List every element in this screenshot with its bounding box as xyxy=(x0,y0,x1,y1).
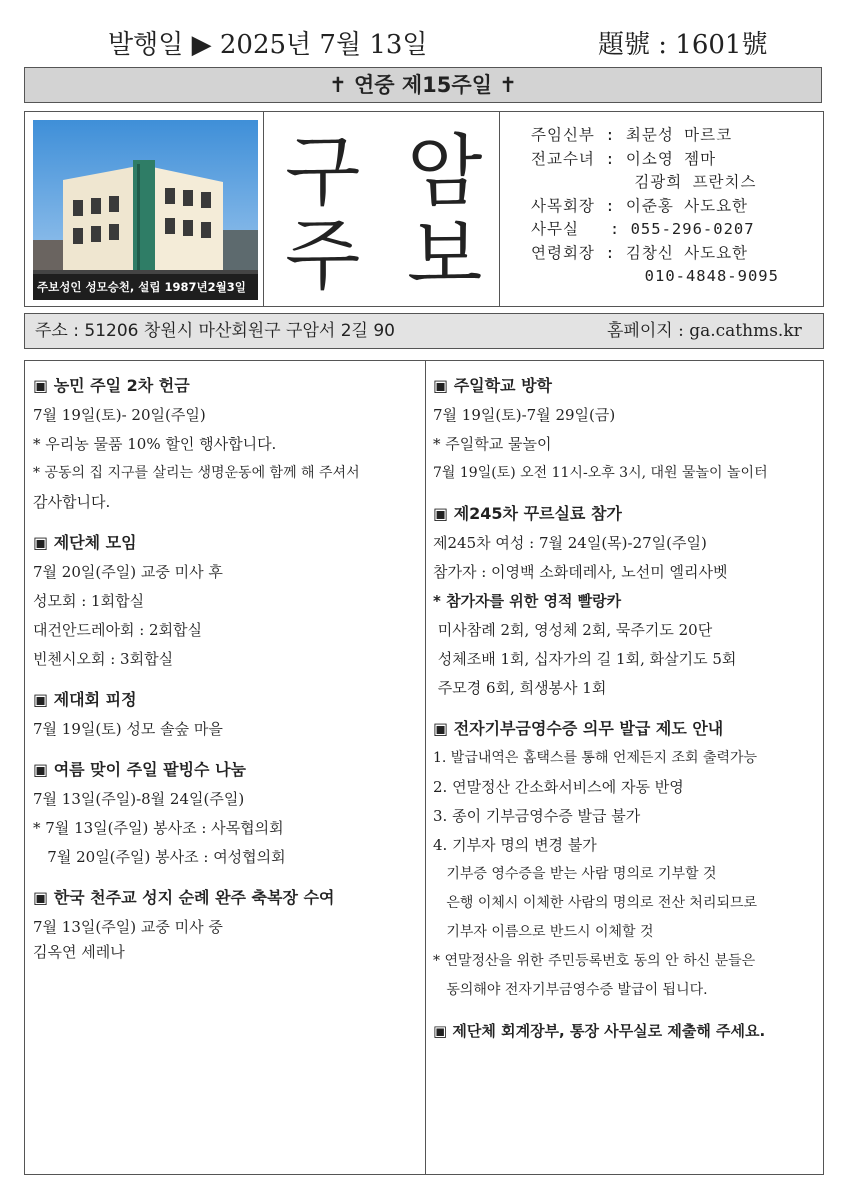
section-title: ▣ 농민 주일 2차 헌금 xyxy=(33,376,190,395)
line: 성모회 : 1회합실 xyxy=(33,592,145,610)
address: 주소 : 51206 창원시 마산회원구 구암서 2길 90 xyxy=(35,321,395,341)
section-title: ▣ 주일학교 방학 xyxy=(433,376,552,395)
line: 기부증 영수증을 받는 사람 명의로 기부할 것 xyxy=(433,866,717,882)
staff-line: 사목회장 : 이준홍 사도요한 xyxy=(531,196,749,215)
issue-number: 題號 : 1601號 xyxy=(598,30,768,60)
line: 대건안드레아회 : 2회합실 xyxy=(33,621,203,639)
title-char-3: 주 xyxy=(285,211,361,301)
line: * 참가자를 위한 영적 빨랑카 xyxy=(433,592,622,610)
line: 미사참례 2회, 영성체 2회, 묵주기도 20단 xyxy=(433,621,713,639)
homepage: 홈페이지 : ga.cathms.kr xyxy=(607,321,802,341)
line: 4. 기부자 명의 변경 불가 xyxy=(433,836,597,854)
title-char-2: 암 xyxy=(407,127,483,217)
line: 7월 19일(토) 성모 솔숲 마을 xyxy=(33,720,223,738)
line: 기부자 이름으로 반드시 이체할 것 xyxy=(433,924,654,940)
staff-line: 김광희 프란치스 xyxy=(531,173,757,191)
bulletin-header xyxy=(24,111,824,307)
line: 7월 19일(토) 오전 11시-오후 3시, 대원 물놀이 놀이터 xyxy=(433,465,768,481)
staff-line: 주임신부 : 최문성 마르코 xyxy=(531,126,733,144)
section-title: ▣ 한국 천주교 성지 순례 완주 축복장 수여 xyxy=(33,888,335,907)
line: * 연말정산을 위한 주민등록번호 동의 안 하신 분들은 xyxy=(433,953,756,969)
line: * 7월 13일(주일) 봉사조 : 사목협의회 xyxy=(33,819,284,837)
line: 김옥연 세레나 xyxy=(33,943,125,961)
publish-date: 발행일 ▶ 2025년 7월 13일 xyxy=(108,30,428,60)
section-title: ▣ 제단체 모임 xyxy=(33,533,137,552)
right-column xyxy=(433,371,821,1046)
top-line xyxy=(0,24,848,60)
title-char-1: 구 xyxy=(285,127,361,217)
staff-line: 010-4848-9095 xyxy=(531,267,779,285)
line: 제245차 여성 : 7월 24일(목)-27일(주일) xyxy=(433,534,707,552)
line: * 공동의 집 지구를 살리는 생명운동에 함께 해 주셔서 xyxy=(33,465,360,481)
line: 3. 종이 기부금영수증 발급 불가 xyxy=(433,807,641,825)
section-title: ▣ 제245차 꾸르실료 참가 xyxy=(433,504,622,523)
line: 참가자 : 이영백 소화데레사, 노선미 엘리사벳 xyxy=(433,563,728,581)
left-column xyxy=(33,371,419,962)
line: 주모경 6회, 희생봉사 1회 xyxy=(433,679,607,697)
address-bar xyxy=(24,313,824,349)
line: 7월 13일(주일) 교중 미사 중 xyxy=(33,918,223,936)
line: * 주일학교 물놀이 xyxy=(433,435,552,453)
staff-line: 연령회장 : 김창신 사도요한 xyxy=(531,243,749,262)
staff-line: 전교수녀 : 이소영 젬마 xyxy=(531,149,717,168)
line: 성체조배 1회, 십자가의 길 1회, 화살기도 5회 xyxy=(433,650,737,668)
divider xyxy=(263,112,264,306)
section-title: ▣ 전자기부금영수증 의무 발급 제도 안내 xyxy=(433,719,724,738)
line: 7월 13일(주일)-8월 24일(주일) xyxy=(33,790,245,808)
staff-line: 사무실 : 055-296-0207 xyxy=(531,220,755,238)
section-title: ▣ 제단체 회계장부, 통장 사무실로 제출해 주세요. xyxy=(433,1022,766,1040)
sunday-title-banner: ✝ 연중 제15주일 ✝ xyxy=(24,67,822,103)
line: 동의해야 전자기부금영수증 발급이 됩니다. xyxy=(433,982,708,998)
column-divider xyxy=(425,361,426,1174)
photo-caption: 주보성인 성모승천, 설립 1987년2월3일 xyxy=(33,274,258,300)
line: 7월 20일(주일) 교중 미사 후 xyxy=(33,563,223,581)
line: * 우리농 물품 10% 할인 행사합니다. xyxy=(33,435,277,453)
line: 빈첸시오회 : 3회합실 xyxy=(33,650,174,668)
divider xyxy=(499,112,500,306)
line: 7월 20일(주일) 봉사조 : 여성협의회 xyxy=(33,848,286,866)
announcements xyxy=(24,360,824,1175)
line: 감사합니다. xyxy=(33,493,111,511)
line: 7월 19일(토)- 20일(주일) xyxy=(33,406,206,424)
line: 은행 이체시 이체한 사람의 명의로 전산 처리되므로 xyxy=(433,895,758,911)
line: 1. 발급내역은 홈택스를 통해 언제든지 조회 출력가능 xyxy=(433,750,758,766)
staff-list xyxy=(531,124,779,289)
line: 7월 19일(토)-7월 29일(금) xyxy=(433,406,616,424)
title-char-4: 보 xyxy=(407,211,483,301)
section-title: ▣ 제대회 피정 xyxy=(33,690,137,709)
church-photo xyxy=(33,120,258,300)
section-title: ▣ 여름 맞이 주일 팥빙수 나눔 xyxy=(33,760,246,779)
line: 2. 연말정산 간소화서비스에 자동 반영 xyxy=(433,778,684,796)
